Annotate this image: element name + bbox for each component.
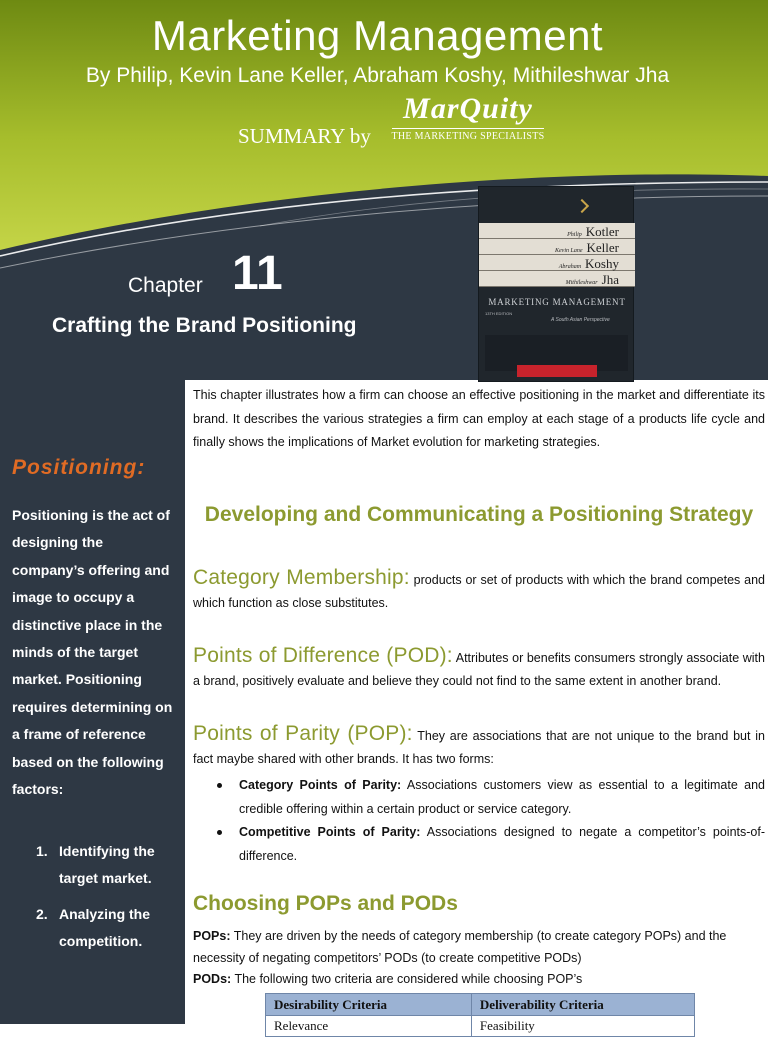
category-membership-term: Category Membership: xyxy=(193,566,410,589)
list-item: Category Points of Parity: Associations customers view as essential to a legitimate and credible offering within a certain product or service category. xyxy=(215,774,765,821)
authors-line: By Philip, Kevin Lane Keller, Abraham Koshy, Mithileshwar Jha xyxy=(85,64,670,87)
book-edition: 13TH EDITION xyxy=(485,311,513,316)
sidebar xyxy=(0,380,185,1024)
intro-paragraph: This chapter illustrates how a firm can choose an effective positioning in the market and differentiate its brand. It describes the various strategies a firm can employ at each stage of a products life cycle and finally shows the implications of Market evolution for marketing strategies. xyxy=(193,388,765,449)
sidebar-factor-list xyxy=(12,838,182,964)
table-header-row xyxy=(266,994,695,1016)
column-header: Desirability Criteria xyxy=(266,994,472,1016)
book-author-row: Philip Kotler xyxy=(479,223,635,239)
book-author-row: Abraham Koshy xyxy=(479,255,635,271)
strategy-heading: Developing and Communicating a Positioning Strategy xyxy=(204,503,754,526)
page-title: Marketing Management xyxy=(151,12,604,59)
sidebar-factor-item: 2. Analyzing the competition. xyxy=(36,905,151,950)
table-row xyxy=(266,1016,695,1037)
pops-pods-text xyxy=(193,926,765,991)
book-title: MARKETING MANAGEMENT xyxy=(488,297,626,307)
book-subtitle: A South Asian Perspective xyxy=(551,317,610,323)
summary-label: SUMMARY by xyxy=(238,124,371,148)
main-content xyxy=(193,380,766,1033)
sidebar-definition: Positioning is the act of designing the company’s offering and image to occupy a distinctive place in the minds of the target market. Positioning requires determining on a frame of reference based on the following factors: xyxy=(12,507,173,798)
table-cell: Relevance xyxy=(266,1016,472,1037)
sidebar-factor-item: 1. Identifying the target market. xyxy=(36,843,155,887)
marquity-logo-rule xyxy=(392,128,544,129)
chapter-title: Crafting the Brand Positioning xyxy=(52,314,357,337)
pod-term: Points of Difference (POD): xyxy=(193,644,453,667)
column-header: Deliverability Criteria xyxy=(471,994,694,1016)
list-item: Competitive Points of Parity: Associations designed to negate a competitor’s points-of-difference. xyxy=(215,821,765,868)
sidebar-heading: Positioning: xyxy=(12,456,146,479)
book-author-row: Kevin Lane Keller xyxy=(479,239,635,255)
pod-paragraph: Points of Difference (POD): Attributes or benefits consumers strongly associate with a brand, positively evaluate and believe they could not find to the same extent in another brand. xyxy=(193,644,765,688)
chevron-right-icon xyxy=(575,199,589,213)
choosing-heading: Choosing POPs and PODs xyxy=(193,892,458,915)
book-author-stripes xyxy=(479,223,635,287)
book-cover-image xyxy=(478,186,634,382)
table-cell: Feasibility xyxy=(471,1016,694,1037)
pop-paragraph: Points of Parity (POP): They are associations that are not unique to the brand but in fact maybe shared with other brands. It has two forms: xyxy=(193,722,765,766)
marquity-logo xyxy=(388,92,548,142)
chapter-label: Chapter xyxy=(128,274,203,297)
pops-line: POPs: They are driven by the needs of category membership (to create category POPs) and the necessity of negating competitors’ PODs (to create competitive PODs) xyxy=(193,929,727,965)
chapter-number: 11 xyxy=(232,247,283,300)
pop-term: Points of Parity (POP): xyxy=(193,722,413,745)
marquity-logo-name: MarQuity xyxy=(403,92,533,125)
header-banner xyxy=(0,0,768,380)
pop-forms-list xyxy=(215,774,765,868)
book-cover-badge xyxy=(517,365,597,377)
book-author-row: Mithileshwar Jha xyxy=(479,271,635,287)
criteria-table xyxy=(265,993,695,1037)
pods-line: PODs: The following two criteria are considered while choosing POP’s xyxy=(193,972,583,986)
marquity-logo-tagline: THE MARKETING SPECIALISTS xyxy=(391,131,545,142)
category-membership-paragraph: Category Membership: products or set of products with which the brand competes and which function as close substitutes. xyxy=(193,566,765,610)
